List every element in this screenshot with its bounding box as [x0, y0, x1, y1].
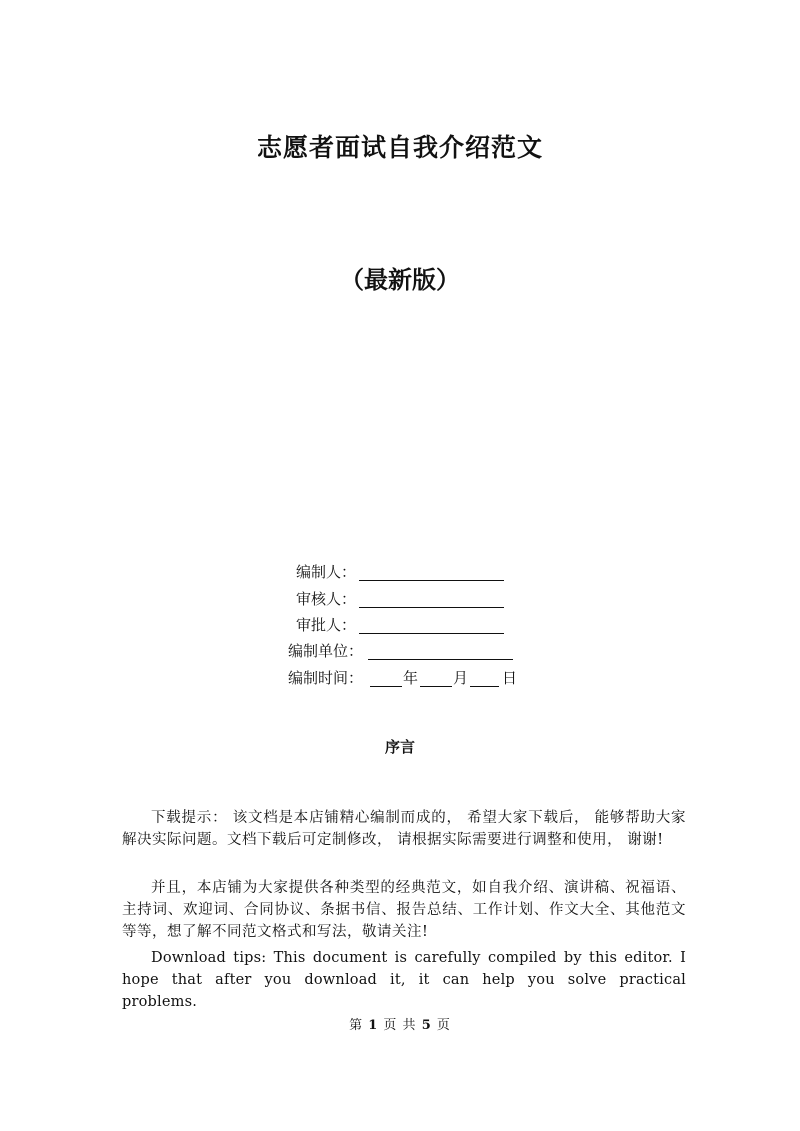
page-middle-text: 页 共 — [383, 1018, 417, 1033]
approver-label: 审批人： — [296, 616, 357, 634]
reviewer-blank-line — [359, 607, 504, 608]
editor-label: 编制人： — [296, 563, 357, 581]
year-label: 年 — [403, 669, 419, 687]
month-blank-line — [420, 686, 452, 687]
page-suffix: 页 — [436, 1018, 451, 1033]
page-total-number: 5 — [421, 1018, 432, 1033]
document-title: 志愿者面试自我介绍范文 — [256, 133, 543, 162]
time-label: 编制时间： — [288, 669, 364, 687]
page-current-number: 1 — [368, 1018, 379, 1033]
preface-heading: 序言 — [384, 738, 415, 756]
approver-blank-line — [359, 633, 504, 634]
month-label: 月 — [453, 669, 469, 687]
preface-paragraph-english-tip: Download tips: This document is carefully compiled by this editor. I hope that after you download it, it can help you solve practical problems. — [122, 950, 686, 1010]
unit-label: 编制单位： — [288, 642, 364, 660]
unit-blank-line — [368, 659, 513, 660]
page-number-footer — [0, 1017, 800, 1035]
approver-row — [0, 613, 800, 637]
time-row — [0, 666, 800, 690]
reviewer-row — [0, 587, 800, 611]
day-label: 日 — [502, 669, 518, 687]
year-blank-line — [370, 686, 402, 687]
page-prefix: 第 — [349, 1018, 364, 1033]
unit-row — [0, 639, 800, 663]
editor-row — [0, 560, 800, 584]
reviewer-label: 审核人： — [296, 590, 357, 608]
day-blank-line — [470, 686, 499, 687]
preface-paragraph-store-intro: 并且，本店铺为大家提供各种类型的经典范文，如自我介绍、演讲稿、祝福语、主持词、欢迎词、合同协议、条据书信、报告总结、工作计划、作文大全、其他范文等等，想了解不同范文格式和写法，敬请关注! — [122, 880, 686, 940]
document-subtitle: （最新版） — [340, 266, 460, 294]
editor-blank-line — [359, 580, 504, 581]
preface-paragraph-download-tip: 下载提示： 该文档是本店铺精心编制而成的， 希望大家下载后， 能够帮助大家解决实际问题。文档下载后可定制修改， 请根据实际需要进行调整和使用， 谢谢! — [122, 810, 686, 848]
